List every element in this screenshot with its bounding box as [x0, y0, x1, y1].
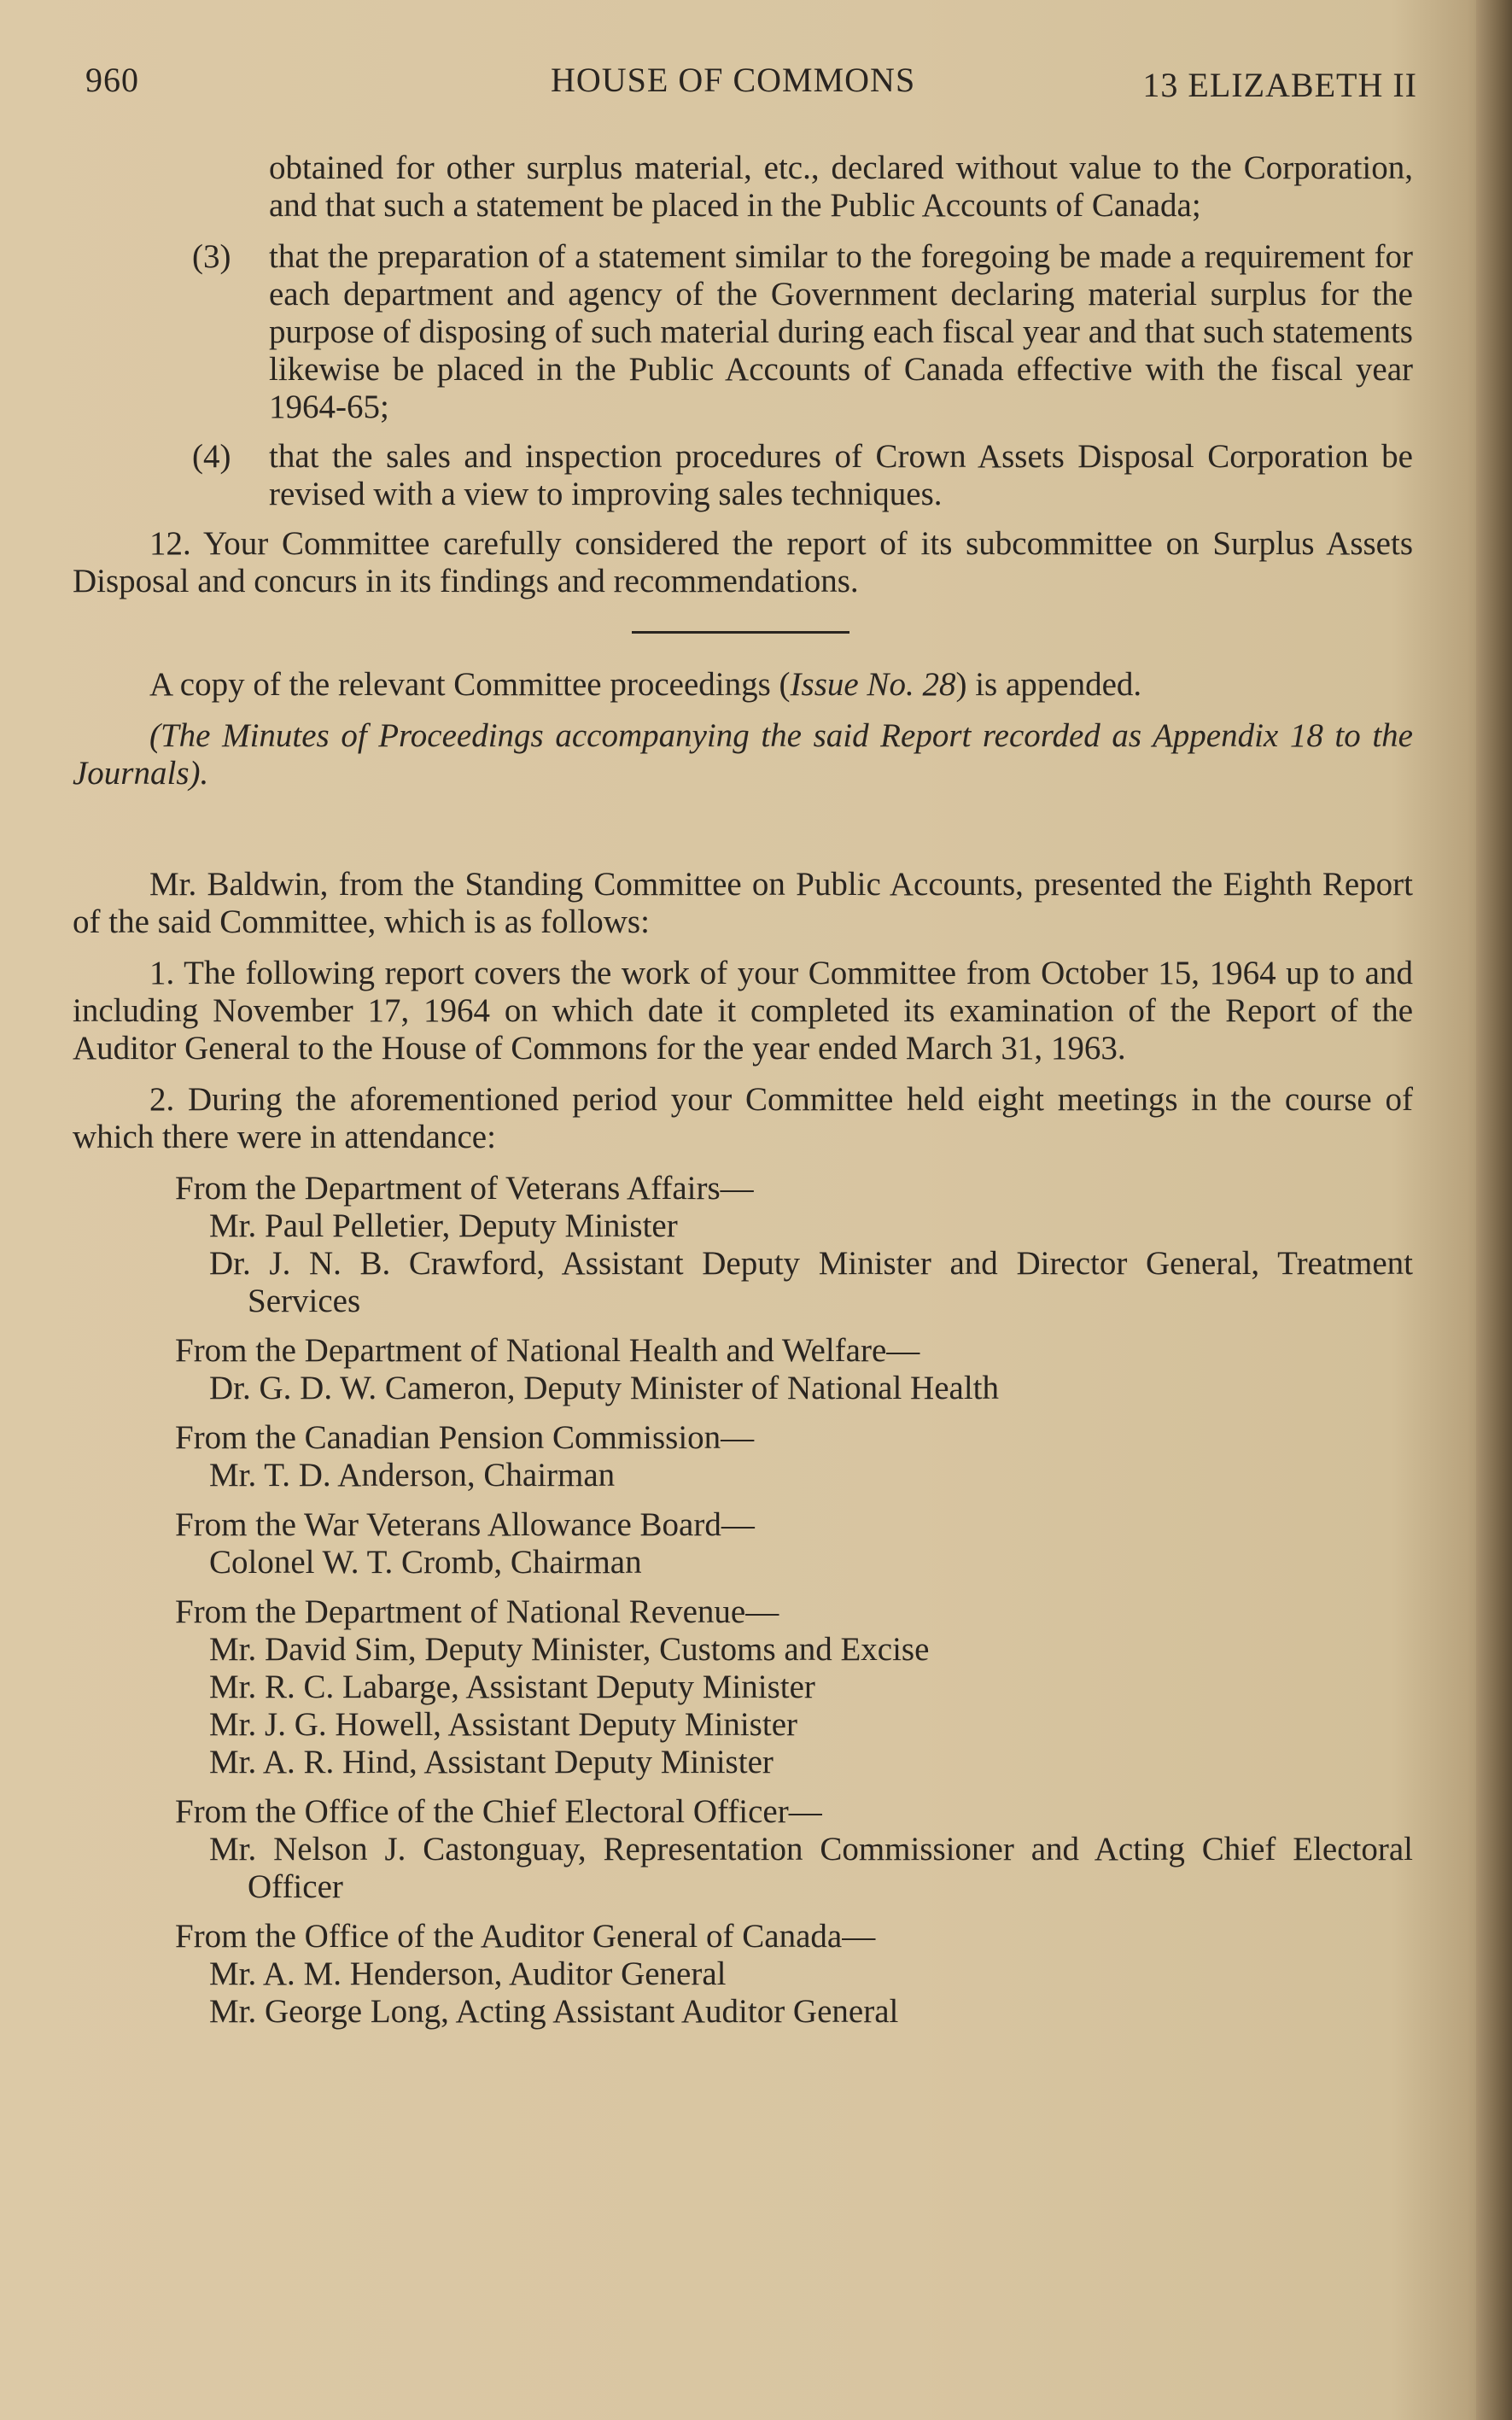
attendance-group	[73, 1332, 1413, 1407]
page-number: 960	[85, 61, 139, 99]
attendee: Colonel W. T. Cromb, Chairman	[209, 1544, 642, 1581]
department-label: From the Canadian Pension Commission—	[175, 1419, 755, 1456]
numbered-item	[73, 238, 1413, 426]
attendee: Mr. J. G. Howell, Assistant Deputy Minister	[209, 1706, 797, 1743]
attendee: Mr. A. M. Henderson, Auditor General	[209, 1955, 727, 1992]
attendance-group	[73, 1506, 1413, 1581]
attendee: Dr. J. N. B. Crawford, Assistant Deputy Minister and Director General, Treatment Services	[209, 1245, 1413, 1319]
section-divider	[632, 631, 849, 634]
attendance-group	[73, 1593, 1413, 1781]
attendee: Mr. Nelson J. Castonguay, Representation Commissioner and Acting Chief Electoral Officer	[209, 1831, 1413, 1905]
item-text: that the preparation of a statement similar to the foregoing be made a requirement for each department and agency of the Government declaring material surplus for the purpose of disposing of such material during each fiscal year and that such statements likewise be placed in the Public Accounts of Canada effective with the fiscal year 1964-65;	[269, 238, 1413, 425]
item-text: that the sales and inspection procedures of Crown Assets Disposal Corporation be revised with a view to improving sales techniques.	[269, 438, 1413, 512]
department-label: From the Office of the Auditor General of Canada—	[175, 1918, 876, 1955]
minutes-note: (The Minutes of Proceedings accompanying the said Report recorded as Appendix 18 to the Journals).	[73, 717, 1413, 792]
attendee: Mr. T. D. Anderson, Chairman	[209, 1457, 616, 1494]
continuation-text: obtained for other surplus material, etc., declared without value to the Corporation, and that such a statement be placed in the Public Accounts of Canada;	[269, 149, 1413, 224]
page-header	[85, 60, 1417, 111]
session-label: 13 ELIZABETH II	[1142, 66, 1417, 104]
attendance-group	[73, 1918, 1413, 2031]
paragraph-12: 12. Your Committee carefully considered the report of its subcommittee on Surplus Assets Disposal and concurs in its findings and recommendations.	[73, 525, 1413, 599]
department-label: From the War Veterans Allowance Board—	[175, 1506, 755, 1543]
attendee: Mr. George Long, Acting Assistant Auditor General	[209, 1993, 899, 2030]
page-body	[73, 149, 1413, 2031]
appended-note: A copy of the relevant Committee proceedings (Issue No. 28) is appended.	[149, 666, 1142, 703]
department-label: From the Office of the Chief Electoral Officer—	[175, 1793, 822, 1830]
attendee: Dr. G. D. W. Cameron, Deputy Minister of National Health	[209, 1370, 1000, 1406]
numbered-item	[73, 438, 1413, 513]
department-label: From the Department of Veterans Affairs—	[175, 1170, 754, 1207]
item-label: (3)	[192, 238, 231, 275]
running-title: HOUSE OF COMMONS	[551, 61, 916, 99]
paragraph-1: 1. The following report covers the work of your Committee from October 15, 1964 up to and including November 17, 1964 on which date it completed its examination of the Report of the Auditor General to the House of Commons for the year ended March 31, 1963.	[73, 955, 1413, 1067]
attendance-group	[73, 1793, 1413, 1906]
item-label: (4)	[192, 438, 231, 475]
spacer	[73, 806, 1413, 866]
department-label: From the Department of National Health and Welfare—	[175, 1332, 920, 1369]
attendance-list	[73, 1170, 1413, 2031]
report-intro: Mr. Baldwin, from the Standing Committee on Public Accounts, presented the Eighth Report of the said Committee, which is as follows:	[73, 866, 1413, 940]
attendee: Mr. A. R. Hind, Assistant Deputy Minister	[209, 1744, 774, 1780]
department-label: From the Department of National Revenue—	[175, 1593, 779, 1630]
attendee: Mr. R. C. Labarge, Assistant Deputy Minister	[209, 1669, 815, 1705]
book-gutter	[1476, 0, 1512, 2420]
paragraph-2: 2. During the aforementioned period your Committee held eight meetings in the course of which there were in attendance:	[73, 1081, 1413, 1155]
attendee: Mr. David Sim, Deputy Minister, Customs and Excise	[209, 1631, 930, 1668]
attendance-group	[73, 1170, 1413, 1320]
attendee: Mr. Paul Pelletier, Deputy Minister	[209, 1207, 678, 1244]
attendance-group	[73, 1419, 1413, 1494]
